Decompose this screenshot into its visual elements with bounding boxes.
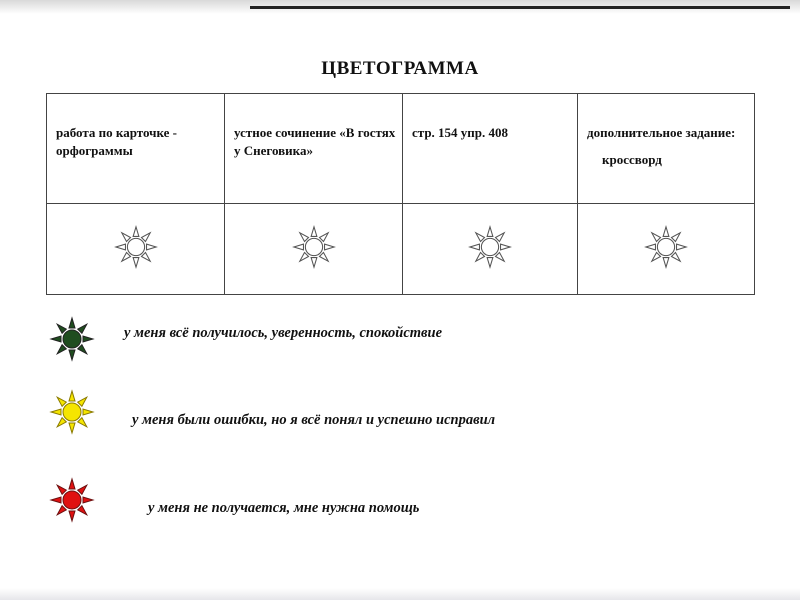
sun-outline-icon[interactable]	[467, 224, 513, 270]
sun-cell-4[interactable]	[578, 204, 755, 295]
page-bottom-edge	[0, 588, 800, 600]
legend-row-red	[48, 476, 748, 524]
sun-cell-2[interactable]	[225, 204, 403, 295]
page-top-edge	[0, 0, 800, 14]
legend-text-green: у меня всё получилось, уверенность, спокойствие	[124, 325, 443, 341]
task-label-2: устное сочинение «В гостях у Снеговика»	[234, 125, 396, 158]
task-extra-4: кроссворд	[602, 152, 662, 167]
task-label-1: работа по карточке - орфограммы	[56, 125, 177, 158]
legend-text-yellow: у меня были ошибки, но я всё понял и успешно исправил	[132, 412, 496, 428]
sun-green-icon	[48, 315, 96, 363]
task-table	[46, 93, 755, 295]
task-cell-3	[403, 94, 578, 204]
sun-red-icon	[48, 476, 96, 524]
task-cell-1	[47, 94, 225, 204]
sun-outline-icon[interactable]	[643, 224, 689, 270]
task-label-3: стр. 154 упр. 408	[412, 125, 509, 140]
sun-outline-icon[interactable]	[113, 224, 159, 270]
sun-yellow-icon	[48, 388, 96, 436]
top-rule	[250, 6, 790, 9]
legend-text-red: у меня не получается, мне нужна помощь	[148, 500, 420, 516]
sun-outline-icon[interactable]	[291, 224, 337, 270]
sun-cell-3[interactable]	[403, 204, 578, 295]
legend-row-yellow	[48, 388, 748, 436]
task-cell-2	[225, 94, 403, 204]
legend-row-green	[48, 315, 748, 363]
task-label-4: дополнительное задание:	[587, 125, 736, 140]
sun-cell-1[interactable]	[47, 204, 225, 295]
task-cell-4	[578, 94, 755, 204]
page-title: ЦВЕТОГРАММА	[321, 58, 479, 79]
